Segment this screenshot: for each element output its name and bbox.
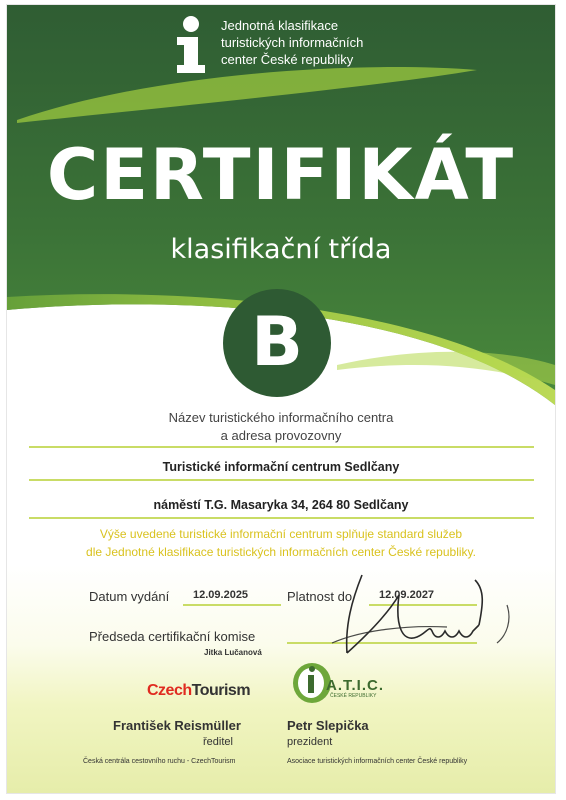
certificate-title: CERTIFIKÁT — [46, 134, 516, 216]
certificate-subtitle: klasifikační třída — [170, 234, 392, 265]
divider-line — [29, 479, 534, 481]
committee-chair-name: Jitka Lučanová — [204, 648, 262, 657]
certificate-page — [6, 4, 556, 794]
header-line-1: Jednotná klasifikace — [221, 18, 339, 33]
statement-line-2: dle Jednotné klasifikace turistických informačních center České republiky. — [86, 545, 476, 559]
grade-letter: B — [251, 303, 303, 382]
header-line-2: turistických informačních — [221, 35, 364, 50]
issuer-header — [221, 17, 441, 68]
statement-line-1: Výše uvedené turistické informační centrum splňuje standard služeb — [99, 527, 463, 541]
right-signatory-name: Petr Slepička — [287, 718, 369, 733]
right-signatory-org: Asociace turistických informačních center České republiky — [287, 758, 468, 765]
committee-label: Předseda certifikační komise — [89, 629, 256, 644]
divider-line — [29, 446, 534, 448]
czechtourism-logo-tourism: Tourism — [191, 682, 251, 699]
handwritten-signature — [307, 565, 537, 665]
center-label-line-2: a adresa provozovny — [220, 428, 342, 443]
valid-until-value: 12.09.2027 — [379, 589, 435, 601]
left-signatory-name: František Reismüller — [113, 718, 241, 733]
header-line-3: center České republiky — [221, 52, 354, 67]
czechtourism-logo — [147, 682, 250, 700]
atic-logo-subtitle: ČESKÉ REPUBLIKY — [330, 693, 377, 699]
issue-date-line — [183, 604, 281, 606]
grade-badge — [223, 289, 331, 397]
left-signatory-title: ředitel — [203, 736, 233, 748]
valid-until-label: Platnost do — [287, 589, 353, 604]
info-i-icon — [167, 15, 215, 75]
divider-line — [29, 517, 534, 519]
center-name: Turistické informační centrum Sedlčany — [162, 460, 400, 474]
center-address: náměstí T.G. Masaryka 34, 264 80 Sedlčany — [153, 498, 409, 512]
issue-date-value: 12.09.2025 — [193, 589, 249, 601]
issue-date-label: Datum vydání — [89, 589, 170, 604]
czechtourism-logo-czech: Czech — [147, 682, 192, 699]
center-label-line-1: Název turistického informačního centra — [168, 410, 394, 425]
left-signatory-org: Česká centrála cestovního ruchu - CzechTourism — [83, 758, 236, 765]
right-signatory-title: prezident — [287, 736, 333, 748]
atic-logo-name: A.T.I.C. — [326, 677, 385, 694]
